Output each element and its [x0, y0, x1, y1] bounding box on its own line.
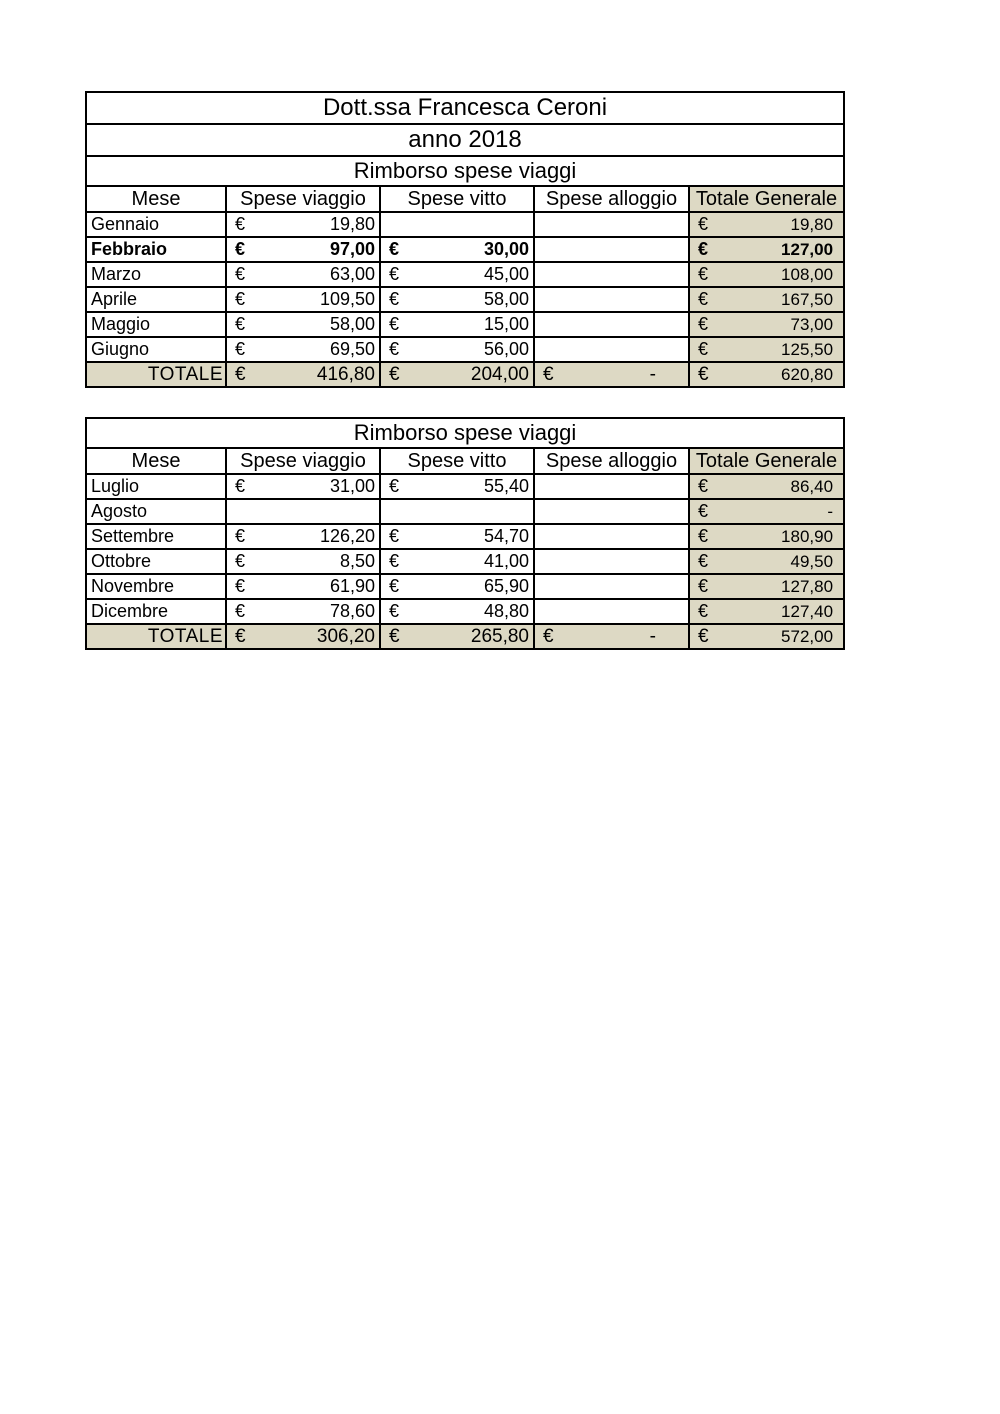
currency-symbol: € [698, 476, 709, 496]
currency-symbol: € [543, 363, 554, 385]
month-cell: Luglio [86, 474, 226, 499]
currency-symbol: € [698, 601, 709, 621]
month-cell: Maggio [86, 312, 226, 337]
year-row [86, 124, 844, 156]
vitto-cell [380, 549, 534, 574]
month-cell: Marzo [86, 262, 226, 287]
currency-symbol: € [389, 476, 400, 496]
amount-value: 108,00 [781, 264, 834, 284]
alloggio-cell [534, 524, 689, 549]
vitto-cell [380, 574, 534, 599]
amount [231, 314, 375, 335]
totale-cell [689, 287, 844, 312]
viaggio-cell [226, 337, 380, 362]
table-row [86, 212, 844, 237]
table-row [86, 574, 844, 599]
amount [231, 289, 375, 310]
expense-table-second-half [85, 417, 845, 650]
amount [231, 601, 375, 622]
currency-symbol: € [235, 601, 246, 621]
totale-cell [689, 599, 844, 624]
amount [231, 526, 375, 547]
amount [694, 576, 839, 597]
amount [231, 576, 375, 597]
column-header-viaggio: Spese viaggio [226, 186, 380, 212]
alloggio-cell [534, 337, 689, 362]
currency-symbol: € [235, 339, 246, 359]
currency-symbol: € [698, 339, 709, 359]
amount-value: 73,00 [790, 314, 834, 334]
column-header-vitto: Spese vitto [380, 186, 534, 212]
amount [694, 551, 839, 572]
amount-value: 49,50 [790, 551, 834, 571]
amount [385, 626, 529, 648]
total-viaggio-cell [226, 362, 380, 387]
vitto-cell [380, 287, 534, 312]
amount [694, 264, 839, 285]
totale-cell [689, 212, 844, 237]
month-cell: Febbraio [86, 237, 226, 262]
amount-value: - [649, 625, 656, 647]
alloggio-cell [534, 212, 689, 237]
currency-symbol: € [698, 576, 709, 596]
totale-cell [689, 549, 844, 574]
amount [539, 626, 684, 648]
amount-value: 61,90 [329, 576, 375, 596]
amount-value: 48,80 [483, 601, 529, 621]
table-body [86, 418, 844, 649]
total-totale-cell [689, 362, 844, 387]
vitto-cell [380, 237, 534, 262]
column-header-viaggio: Spese viaggio [226, 448, 380, 474]
table-title: Rimborso spese viaggi [86, 418, 844, 448]
amount-value: 109,50 [319, 289, 375, 309]
totale-cell [689, 499, 844, 524]
currency-symbol: € [235, 264, 246, 284]
amount [694, 314, 839, 335]
table-title-row [86, 418, 844, 448]
alloggio-cell [534, 262, 689, 287]
table-body [86, 92, 844, 387]
totale-cell [689, 474, 844, 499]
amount-value: 56,00 [483, 339, 529, 359]
month-cell: Dicembre [86, 599, 226, 624]
amount [231, 339, 375, 360]
month-cell: Gennaio [86, 212, 226, 237]
viaggio-cell [226, 574, 380, 599]
table-row [86, 474, 844, 499]
amount-value: 204,00 [470, 363, 529, 385]
alloggio-cell [534, 499, 689, 524]
amount-value: 127,00 [781, 239, 834, 259]
currency-symbol: € [698, 551, 709, 571]
currency-symbol: € [235, 576, 246, 596]
amount [385, 601, 529, 622]
table-row [86, 237, 844, 262]
amount [385, 264, 529, 285]
total-alloggio-cell [534, 624, 689, 649]
month-cell: Agosto [86, 499, 226, 524]
alloggio-cell [534, 474, 689, 499]
total-label: TOTALE [86, 362, 226, 387]
table-row [86, 337, 844, 362]
currency-symbol: € [698, 526, 709, 546]
currency-symbol: € [235, 526, 246, 546]
total-vitto-cell [380, 624, 534, 649]
amount-value: 63,00 [329, 264, 375, 284]
vitto-cell [380, 312, 534, 337]
amount-value: 58,00 [329, 314, 375, 334]
column-header-totale: Totale Generale [689, 448, 844, 474]
amount [385, 551, 529, 572]
amount-value: 19,80 [329, 214, 375, 234]
amount [539, 364, 684, 386]
amount [231, 264, 375, 285]
viaggio-cell [226, 237, 380, 262]
currency-symbol: € [698, 264, 709, 284]
amount-value: 306,20 [316, 625, 375, 647]
month-cell: Ottobre [86, 549, 226, 574]
currency-symbol: € [235, 625, 246, 647]
column-header-row [86, 186, 844, 212]
amount [694, 476, 839, 497]
alloggio-cell [534, 237, 689, 262]
totale-cell [689, 524, 844, 549]
column-header-totale: Totale Generale [689, 186, 844, 212]
viaggio-cell [226, 499, 380, 524]
column-header-mese: Mese [86, 448, 226, 474]
currency-symbol: € [235, 476, 246, 496]
table-row [86, 599, 844, 624]
table-title: Rimborso spese viaggi [86, 156, 844, 186]
table-row [86, 287, 844, 312]
amount-value: 15,00 [483, 314, 529, 334]
amount-value: 69,50 [329, 339, 375, 359]
total-row [86, 362, 844, 387]
totale-cell [689, 574, 844, 599]
viaggio-cell [226, 549, 380, 574]
amount-value: - [649, 363, 656, 385]
table-row [86, 262, 844, 287]
total-vitto-cell [380, 362, 534, 387]
column-header-row [86, 448, 844, 474]
total-totale-cell [689, 624, 844, 649]
alloggio-cell [534, 312, 689, 337]
currency-symbol: € [235, 289, 246, 309]
amount-value: 41,00 [483, 551, 529, 571]
currency-symbol: € [698, 214, 709, 234]
column-header-alloggio: Spese alloggio [534, 186, 689, 212]
amount [385, 339, 529, 360]
amount [385, 239, 529, 260]
column-header-alloggio: Spese alloggio [534, 448, 689, 474]
column-header-vitto: Spese vitto [380, 448, 534, 474]
alloggio-cell [534, 549, 689, 574]
currency-symbol: € [235, 314, 246, 334]
amount-value: 45,00 [483, 264, 529, 284]
amount [694, 364, 839, 386]
currency-symbol: € [389, 576, 400, 596]
vitto-cell [380, 262, 534, 287]
amount-value: 65,90 [483, 576, 529, 596]
currency-symbol: € [698, 363, 709, 385]
currency-symbol: € [389, 526, 400, 546]
amount-value: 265,80 [470, 625, 529, 647]
currency-symbol: € [698, 625, 709, 647]
amount-value: 125,50 [781, 339, 834, 359]
expense-table-first-half [85, 91, 845, 388]
amount-value: 31,00 [329, 476, 375, 496]
amount [385, 364, 529, 386]
viaggio-cell [226, 524, 380, 549]
totale-cell [689, 312, 844, 337]
amount [694, 289, 839, 310]
amount [694, 601, 839, 622]
amount-value: 180,90 [781, 526, 834, 546]
month-cell: Novembre [86, 574, 226, 599]
currency-symbol: € [389, 601, 400, 621]
vitto-cell [380, 599, 534, 624]
currency-symbol: € [389, 264, 400, 284]
total-label: TOTALE [86, 624, 226, 649]
amount [231, 476, 375, 497]
vitto-cell [380, 212, 534, 237]
month-cell: Aprile [86, 287, 226, 312]
amount [694, 501, 839, 522]
currency-symbol: € [389, 625, 400, 647]
amount [694, 214, 839, 235]
alloggio-cell [534, 287, 689, 312]
amount-value: 572,00 [781, 626, 834, 646]
total-row [86, 624, 844, 649]
amount-value: 127,80 [781, 576, 834, 596]
alloggio-cell [534, 599, 689, 624]
month-cell: Settembre [86, 524, 226, 549]
amount [385, 526, 529, 547]
viaggio-cell [226, 262, 380, 287]
table-row [86, 524, 844, 549]
amount [231, 364, 375, 386]
currency-symbol: € [389, 363, 400, 385]
amount-value: 30,00 [483, 239, 529, 259]
amount [385, 289, 529, 310]
amount [231, 626, 375, 648]
amount-value: 86,40 [790, 476, 834, 496]
currency-symbol: € [389, 289, 400, 309]
table-row [86, 499, 844, 524]
vitto-cell [380, 524, 534, 549]
vitto-cell [380, 337, 534, 362]
amount-value: 167,50 [781, 289, 834, 309]
amount [231, 214, 375, 235]
amount-value: 54,70 [483, 526, 529, 546]
name-row [86, 92, 844, 124]
amount-value: - [827, 501, 834, 521]
currency-symbol: € [389, 314, 400, 334]
currency-symbol: € [389, 551, 400, 571]
table-row [86, 312, 844, 337]
person-name: Dott.ssa Francesca Ceroni [86, 92, 844, 124]
table-title-row [86, 156, 844, 186]
vitto-cell [380, 499, 534, 524]
amount-value: 58,00 [483, 289, 529, 309]
amount [231, 551, 375, 572]
totale-cell [689, 237, 844, 262]
amount [694, 339, 839, 360]
amount-value: 19,80 [790, 214, 834, 234]
amount-value: 55,40 [483, 476, 529, 496]
amount-value: 78,60 [329, 601, 375, 621]
viaggio-cell [226, 312, 380, 337]
totale-cell [689, 262, 844, 287]
viaggio-cell [226, 474, 380, 499]
vitto-cell [380, 474, 534, 499]
currency-symbol: € [235, 551, 246, 571]
amount [694, 526, 839, 547]
viaggio-cell [226, 287, 380, 312]
column-header-mese: Mese [86, 186, 226, 212]
amount-value: 416,80 [316, 363, 375, 385]
total-viaggio-cell [226, 624, 380, 649]
currency-symbol: € [698, 314, 709, 334]
table-row [86, 549, 844, 574]
amount [385, 314, 529, 335]
total-alloggio-cell [534, 362, 689, 387]
amount-value: 8,50 [339, 551, 375, 571]
currency-symbol: € [698, 289, 709, 309]
currency-symbol: € [235, 239, 246, 259]
year-label: anno 2018 [86, 124, 844, 156]
amount-value: 620,80 [781, 364, 834, 384]
alloggio-cell [534, 574, 689, 599]
currency-symbol: € [698, 501, 709, 521]
amount [231, 239, 375, 260]
month-cell: Giugno [86, 337, 226, 362]
currency-symbol: € [235, 214, 246, 234]
currency-symbol: € [389, 339, 400, 359]
amount [694, 239, 839, 260]
totale-cell [689, 337, 844, 362]
currency-symbol: € [389, 239, 400, 259]
currency-symbol: € [543, 625, 554, 647]
viaggio-cell [226, 599, 380, 624]
viaggio-cell [226, 212, 380, 237]
amount-value: 97,00 [329, 239, 375, 259]
amount-value: 127,40 [781, 601, 834, 621]
currency-symbol: € [698, 239, 709, 259]
amount [694, 626, 839, 648]
amount [385, 476, 529, 497]
amount [385, 576, 529, 597]
currency-symbol: € [235, 363, 246, 385]
amount-value: 126,20 [319, 526, 375, 546]
